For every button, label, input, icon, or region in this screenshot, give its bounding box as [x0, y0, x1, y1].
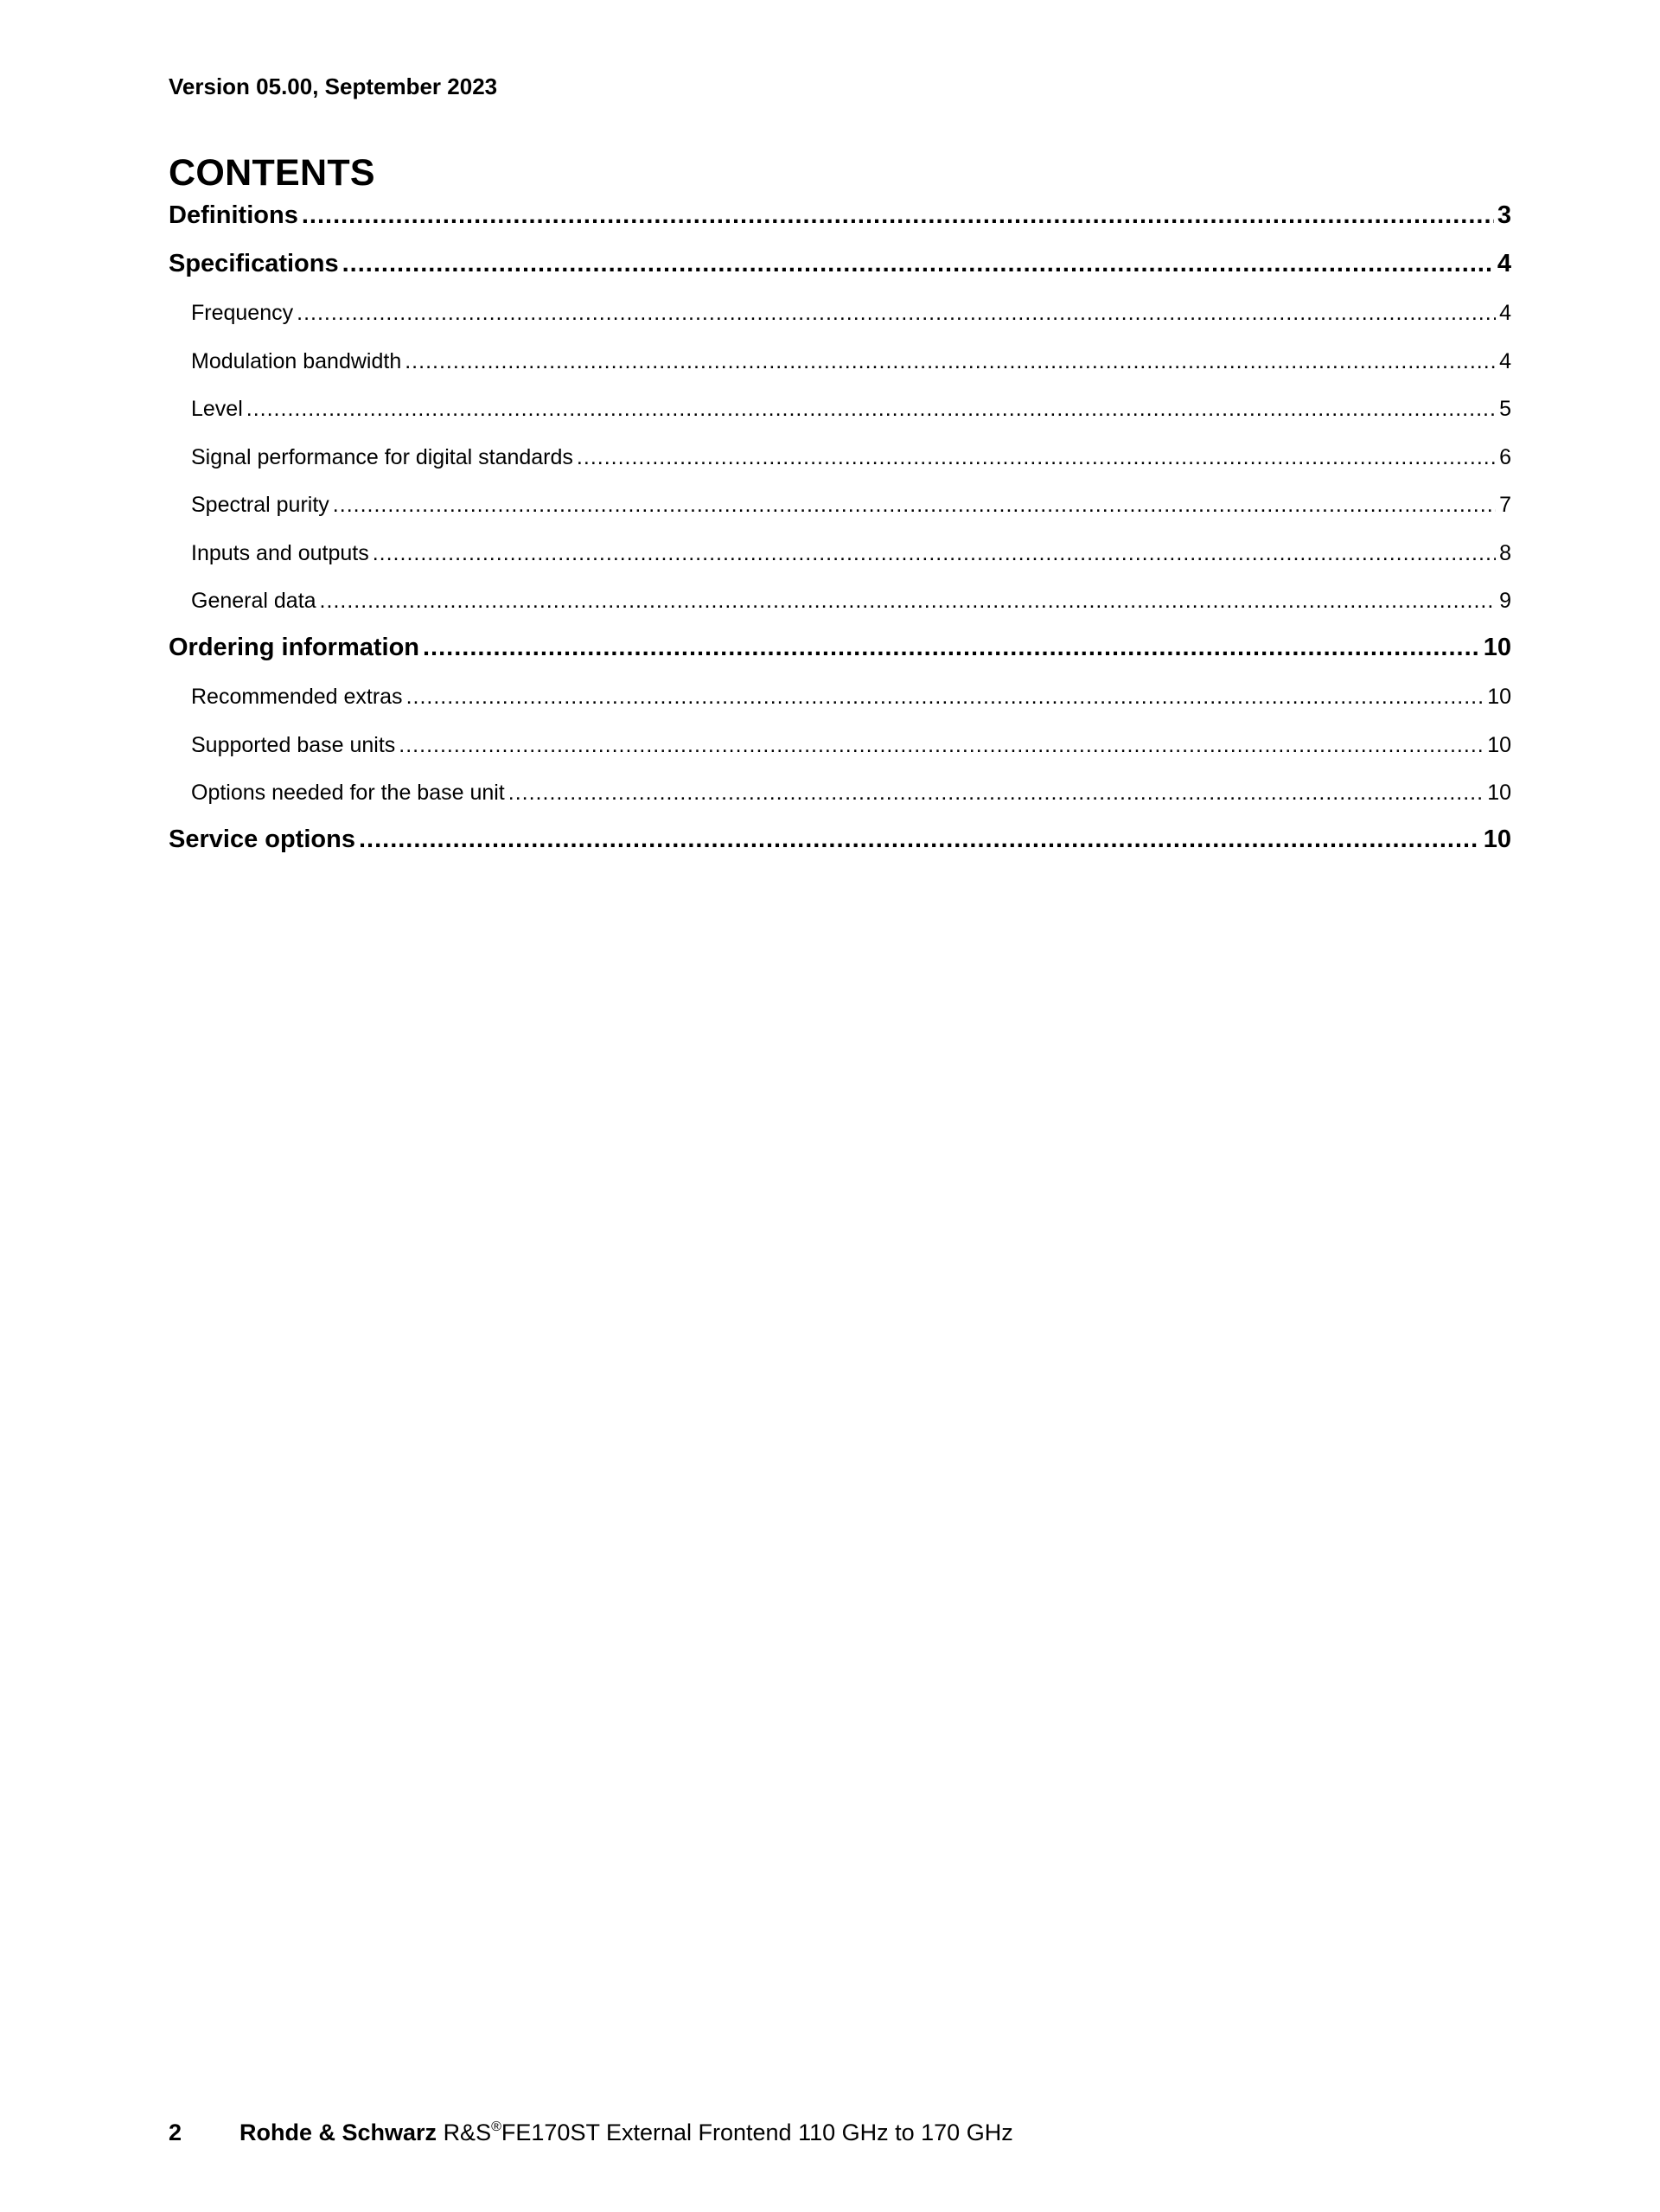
footer-page-number: 2	[169, 2120, 182, 2145]
toc-entry-level[interactable]	[169, 389, 1511, 437]
toc-entry-specifications[interactable]	[169, 245, 1511, 294]
toc-entry-page: 4	[1496, 301, 1511, 326]
toc-entry-label: Inputs and outputs	[191, 541, 373, 566]
registered-mark: ®	[491, 2120, 501, 2134]
toc-entry-label: General data	[191, 589, 320, 614]
toc-entry-inputs-outputs[interactable]	[169, 533, 1511, 582]
toc-entry-page: 10	[1484, 781, 1511, 806]
toc-entry-recommended-extras[interactable]	[169, 677, 1511, 725]
toc-entry-page: 4	[1494, 250, 1511, 278]
toc-entry-label: Service options	[169, 826, 359, 854]
toc-entry-service-options[interactable]	[169, 821, 1511, 870]
toc-dot-leader	[359, 826, 1480, 854]
toc-entry-page: 6	[1496, 445, 1511, 470]
contents-heading: CONTENTS	[169, 152, 375, 194]
toc-dot-leader	[297, 301, 1496, 326]
toc-entry-signal-performance[interactable]	[169, 437, 1511, 486]
footer-product-title: FE170ST External Frontend 110 GHz to 170 GHz	[501, 2120, 1013, 2145]
toc-entry-definitions[interactable]	[169, 197, 1511, 245]
toc-entry-options-needed[interactable]	[169, 773, 1511, 821]
toc-entry-ordering-information[interactable]	[169, 629, 1511, 678]
toc-dot-leader	[373, 541, 1496, 566]
toc-entry-page: 4	[1496, 349, 1511, 374]
toc-entry-label: Level	[191, 397, 246, 422]
toc-entry-label: Signal performance for digital standards	[191, 445, 577, 470]
toc-dot-leader	[342, 250, 1494, 278]
toc-entry-page: 9	[1496, 589, 1511, 614]
toc-entry-general-data[interactable]	[169, 581, 1511, 629]
toc-entry-page: 10	[1484, 685, 1511, 710]
toc-entry-page: 7	[1496, 493, 1511, 518]
toc-dot-leader	[508, 781, 1484, 806]
version-line: Version 05.00, September 2023	[169, 73, 498, 99]
toc-entry-frequency[interactable]	[169, 293, 1511, 341]
toc-entry-label: Specifications	[169, 250, 342, 278]
toc-entry-page: 3	[1494, 201, 1511, 230]
footer-brand: Rohde & Schwarz	[239, 2120, 437, 2145]
toc-dot-leader	[406, 685, 1484, 710]
toc-entry-page: 10	[1480, 826, 1511, 854]
toc-entry-label: Frequency	[191, 301, 297, 326]
toc-entry-label: Ordering information	[169, 634, 423, 662]
toc-entry-modulation-bandwidth[interactable]	[169, 341, 1511, 390]
toc-entry-spectral-purity[interactable]	[169, 485, 1511, 533]
toc-entry-page: 10	[1480, 634, 1511, 662]
toc-dot-leader	[320, 589, 1497, 614]
toc-entry-supported-base-units[interactable]	[169, 725, 1511, 774]
toc-entry-label: Recommended extras	[191, 685, 406, 710]
toc-entry-page: 8	[1496, 541, 1511, 566]
toc-entry-label: Definitions	[169, 201, 302, 230]
toc-dot-leader	[399, 733, 1484, 758]
toc-dot-leader	[302, 201, 1494, 230]
toc-entry-page: 10	[1484, 733, 1511, 758]
toc-dot-leader	[333, 493, 1496, 518]
toc-dot-leader	[423, 634, 1480, 662]
toc-entry-label: Supported base units	[191, 733, 399, 758]
toc-entry-label: Spectral purity	[191, 493, 333, 518]
toc-dot-leader	[405, 349, 1496, 374]
toc-entry-label: Options needed for the base unit	[191, 781, 508, 806]
toc-entry-label: Modulation bandwidth	[191, 349, 405, 374]
page-footer	[169, 2118, 1013, 2147]
toc-entry-page: 5	[1496, 397, 1511, 422]
footer-product-prefix: R&S	[443, 2120, 492, 2145]
toc-dot-leader	[577, 445, 1496, 470]
table-of-contents	[169, 197, 1511, 869]
toc-dot-leader	[246, 397, 1496, 422]
